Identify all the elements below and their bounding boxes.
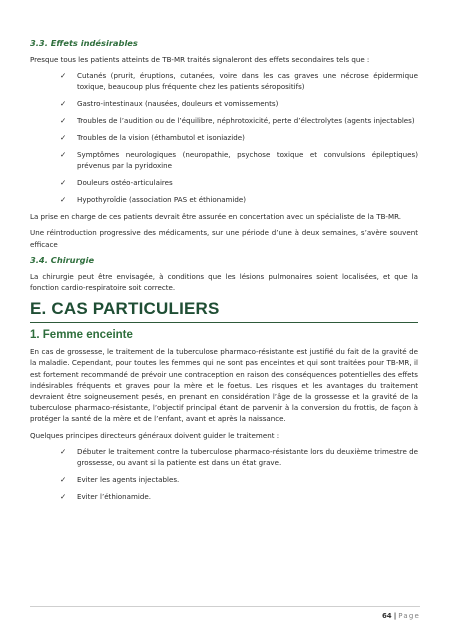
section-title-text: E. CAS PARTICULIERS: [30, 299, 220, 319]
list-item: ✓ Hypothyroïdie (association PAS et éthionamide): [60, 195, 247, 205]
effets-intro: Presque tous les patients atteints de TB-MR traités signaleront des effets secondaires tels que :: [30, 55, 370, 64]
heading-effets-indesirables: 3.3. Effets indésirables: [30, 38, 138, 48]
list-item: ✓ Douleurs ostéo-articulaires: [60, 178, 173, 188]
page-number-value: 64: [381, 612, 392, 620]
check-icon: ✓: [60, 178, 67, 188]
check-icon: ✓: [60, 99, 67, 109]
list-item: ✓ Troubles de la vision (éthambutol et isoniazide): [60, 133, 245, 143]
page-label: Page: [398, 612, 420, 620]
section-title-e: [30, 299, 418, 323]
heading-chirurgie: 3.4. Chirurgie: [30, 254, 95, 265]
list-item: ✓ Débuter le traitement contre la tuberculose pharmaco-résistante lors du deuxième trimestre de grossesse, ou avant si la patiente est dans un état grave.: [60, 446, 418, 467]
check-icon: ✓: [60, 446, 67, 456]
check-icon: ✓: [60, 133, 67, 143]
list-item: ✓ Troubles de l’audition ou de l’équilibre, néphrotoxicité, perte d’électrolytes (agents injectables): [60, 116, 415, 126]
chirurgie-text: La chirurgie peut être envisagée, à conditions que les lésions pulmonaires soient localisées, et que la fonction cardio-respiratoire soit correcte.: [30, 271, 418, 293]
check-icon: ✓: [60, 195, 67, 205]
footer-rule: [30, 606, 420, 607]
list-item: ✓ Eviter les agents injectables.: [60, 474, 180, 484]
page-number: [382, 612, 420, 620]
page-separator: |: [393, 612, 397, 620]
effets-list: [30, 70, 418, 205]
check-icon: ✓: [60, 474, 67, 484]
check-icon: ✓: [60, 116, 67, 126]
femme-intro: Quelques principes directeurs généraux doivent guider le traitement :: [30, 430, 280, 440]
heading-femme-enceinte: 1. Femme enceinte: [30, 329, 133, 342]
list-item: ✓ Symptômes neurologiques (neuropathie, psychose toxique et convulsions épileptiques) prévenus par la pyridoxine: [60, 150, 418, 171]
effets-para-reintroduction: Une réintroduction progressive des médicaments, sur une période d’une à deux semaines, s’avère souvent efficace: [30, 228, 418, 249]
page-content: [30, 38, 418, 508]
list-item: ✓ Cutanés (prurit, éruptions, cutanées, voire dans les cas graves une nécrose épidermique toxique, beaucoup plus fréquente chez les patients séropositifs): [60, 71, 418, 92]
femme-list: [30, 446, 418, 502]
list-item: ✓ Eviter l’éthionamide.: [60, 491, 151, 501]
check-icon: ✓: [60, 491, 67, 501]
effets-para-concertation: La prise en charge de ces patients devrait être assurée en concertation avec un spécialiste de la TB-MR.: [30, 212, 402, 222]
list-item: ✓ Gastro-intestinaux (nausées, douleurs et vomissements): [60, 99, 279, 109]
check-icon: ✓: [60, 71, 67, 81]
check-icon: ✓: [60, 150, 67, 160]
femme-paragraph: En cas de grossesse, le traitement de la tuberculose pharmaco-résistante est justifié du fait de la gravité de la maladie. Cependant, pour toutes les femmes qui ne sont pas enceintes et qui sont traitées pour TB-MR, il est fortement recommandé de prévoir une contraception en raison des conséquences potentielles des effets indésirables fréquents et graves pour la mère et le foetus. Les risques et les avantages du traitement devraient être soigneusement pesés, en prenant en considération l’âge de la grossesse et la gravité de la tuberculose pharmaco-résistante, l’objectif principal étant de parvenir à la conversion du frottis, de façon à protéger la santé de la mère et de l’enfant, avant et après la naissance.: [30, 347, 418, 424]
